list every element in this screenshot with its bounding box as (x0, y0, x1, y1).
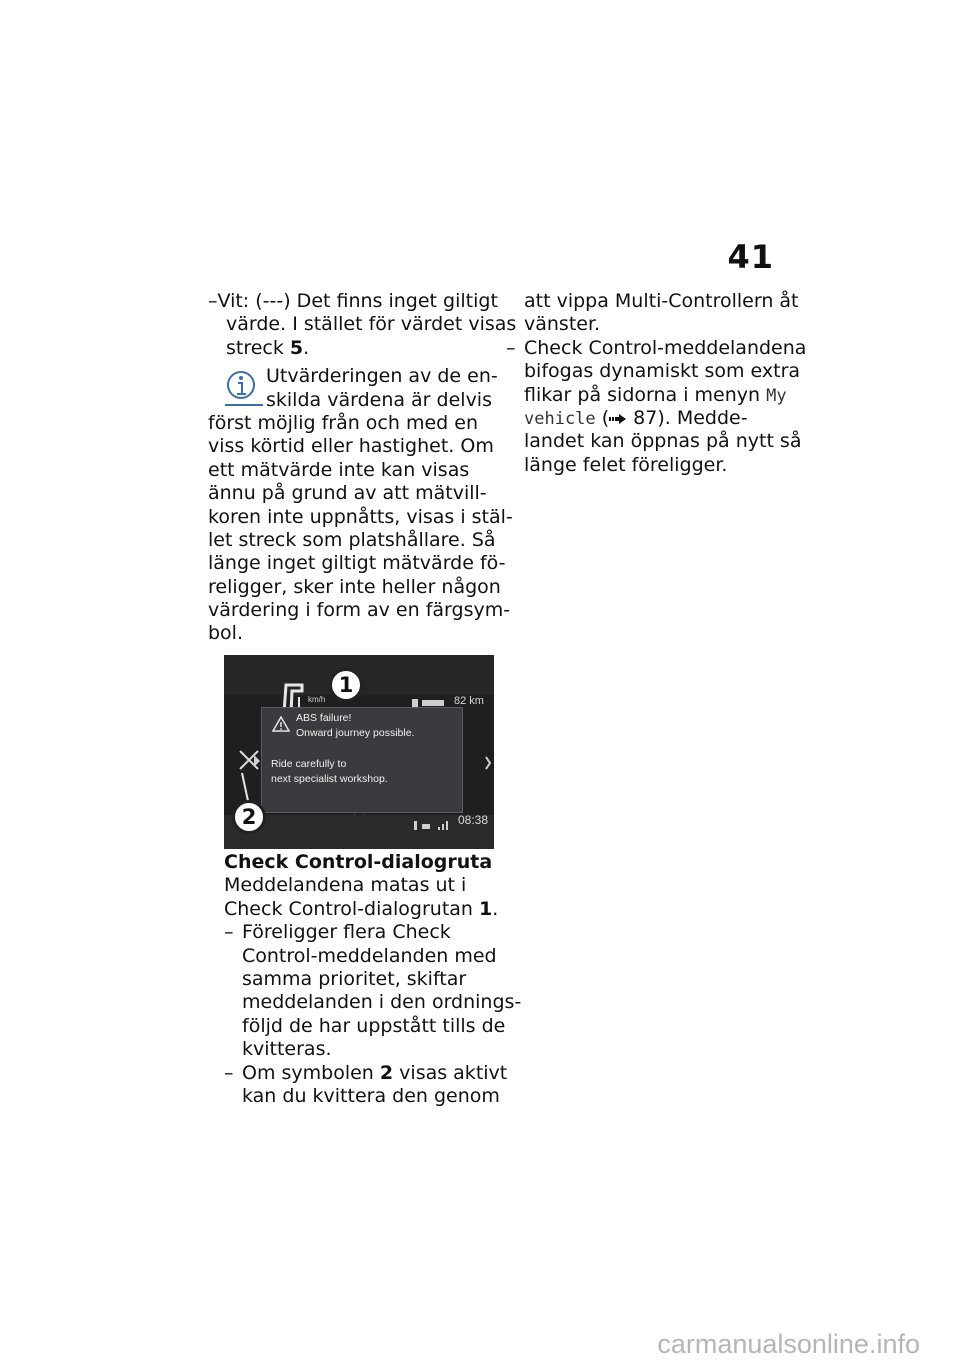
check-control-dialog (261, 707, 463, 813)
continued-line-2: vänster. (524, 313, 601, 336)
right-item-line-6: länge felet föreligger. (524, 453, 728, 476)
callout-1: 1 (329, 668, 363, 702)
list-item-2-text-cont: visas aktivt (393, 1061, 508, 1084)
info-line-6: ännu på grund av att mätvill- (208, 482, 487, 505)
range-readout: 82 km (454, 695, 484, 707)
dialog-line-4: next specialist workshop. (271, 773, 388, 785)
list-item-1-line-6: kvitteras. (242, 1038, 332, 1061)
ref-1: 1 (479, 897, 493, 920)
speed-unit: km/h (308, 695, 326, 704)
period: . (492, 897, 499, 920)
leader-line-2 (242, 773, 248, 801)
caption-block (224, 851, 522, 1108)
menu-name-vehicle: vehicle (524, 408, 596, 429)
info-line-4: viss körtid eller hastighet. Om (208, 435, 494, 458)
right-item-line-4: vehicle ( 87). Medde- (524, 406, 748, 429)
item-vit-line-2: värde. I stället för värdet visas (226, 313, 517, 336)
list-item-1-line-4: meddelanden i den ordnings- (242, 991, 522, 1014)
item-vit-line-1: –Vit: (---) Det finns inget giltigt (208, 290, 498, 312)
right-column (506, 290, 807, 477)
right-item-line-3 (506, 383, 787, 407)
intro-line-1: Meddelandena matas ut i (224, 874, 467, 897)
info-line-1: Utvärderingen av de en- (266, 365, 498, 388)
info-icon (225, 367, 263, 411)
watermark: carmanualsonline.info (657, 1329, 920, 1359)
info-line-5: ett mätvärde inte kan visas (208, 458, 470, 481)
ref-5: 5 (289, 336, 304, 359)
info-line-9: länge inget giltigt mätvärde fö- (208, 552, 506, 575)
dialog-line-1: ABS failure! (296, 712, 352, 724)
list-item-2-line-2: kan du kvittera den genom (242, 1084, 500, 1107)
dialog-pointer (254, 755, 260, 767)
item-vit-line-3 (208, 337, 498, 360)
item-vit-text: streck (226, 336, 290, 359)
left-column (208, 290, 517, 646)
clock-readout: 08:38 (458, 813, 489, 827)
list-item-2-line-1 (224, 1062, 514, 1085)
dash: – (224, 921, 234, 944)
intro-line-2 (224, 898, 514, 921)
list-item-1-line-3: samma prioritet, skiftar (242, 967, 467, 990)
list-item-1-line-1 (224, 921, 514, 944)
warning-icon (272, 716, 290, 732)
period: . (303, 336, 310, 359)
right-item-line-2: bifogas dynamiskt som extra (524, 360, 801, 383)
dash: – (224, 1061, 234, 1084)
list-item-1-text: Föreligger flera Check (242, 921, 451, 944)
info-line-7: koren inte uppnåtts, visas i stäl- (208, 505, 513, 528)
dialog-line-3: Ride carefully to (271, 758, 347, 770)
page-reference-arrow-icon (609, 413, 627, 425)
status-icons (414, 819, 454, 833)
info-line-8: let streck som platshållare. Så (208, 528, 496, 551)
list-item-2-text: Om symbolen (242, 1061, 380, 1084)
info-line-12: bol. (208, 622, 244, 645)
right-item-line-1 (506, 336, 807, 360)
info-line-10: religger, sker inte heller någon (208, 575, 501, 598)
info-note (208, 365, 513, 646)
ref-2: 2 (379, 1061, 394, 1084)
page-number: 41 (727, 238, 774, 276)
right-item-text-3: flikar på sidorna i menyn (524, 383, 767, 406)
info-line-2: skilda värdena är delvis (266, 388, 492, 411)
fuel-gauge (422, 700, 444, 706)
fuel-icon (412, 699, 418, 707)
chevron-right-icon (486, 757, 490, 769)
page-reference-text: 87). Medde- (633, 406, 748, 429)
list-item-1-line-2: Control-meddelanden med (242, 944, 497, 967)
dialog-line-2: Onward journey possible. (296, 727, 415, 739)
list-item-1-line-5: följd de har uppstått tills de (242, 1014, 506, 1037)
callout-2: 2 (232, 800, 266, 834)
menu-name-my: My (766, 385, 787, 406)
section-heading: Check Control-dialogruta (224, 851, 493, 873)
intro-text: Check Control-dialogrutan (224, 897, 479, 920)
tft-display-illustration (224, 655, 494, 849)
dash: – (506, 336, 516, 359)
right-item-text: Check Control-meddelandena (524, 336, 807, 359)
info-line-3: först möjlig från och med en (208, 411, 478, 434)
continued-line-1: att vippa Multi-Controllern åt (524, 290, 799, 312)
right-item-line-5: landet kan öppnas på nytt så (524, 430, 802, 453)
info-line-11: värdering i form av en färgsym- (208, 599, 511, 622)
